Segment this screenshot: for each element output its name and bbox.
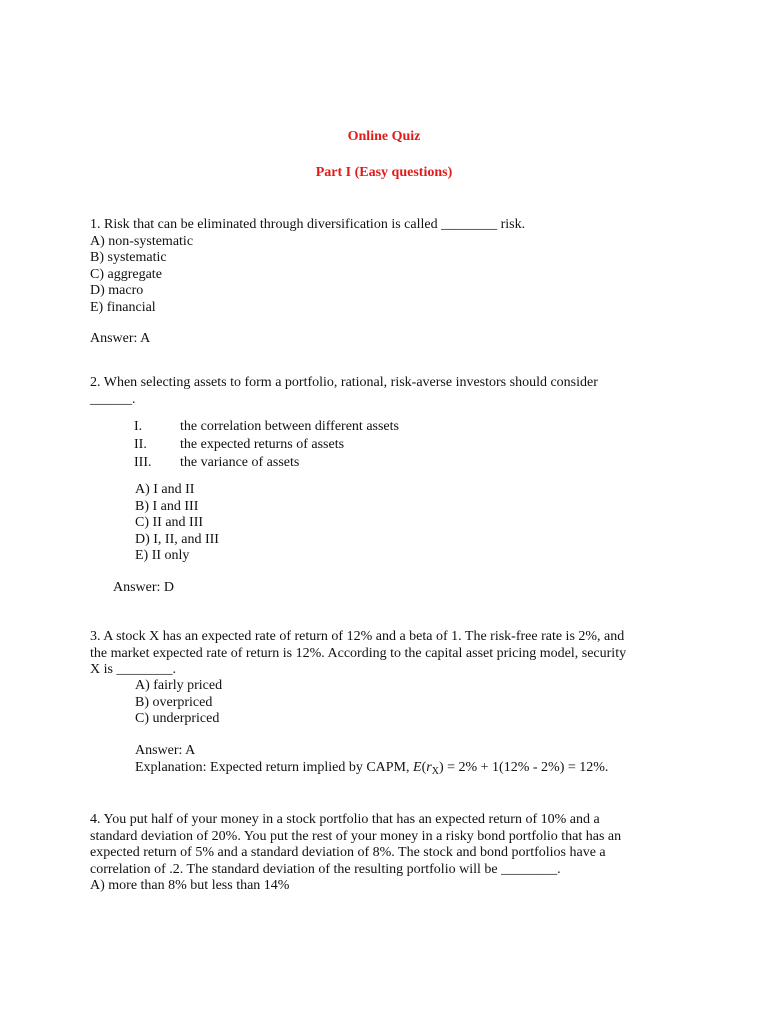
statement-number: II. bbox=[134, 437, 147, 452]
answer-3: Answer: A bbox=[135, 743, 196, 758]
option-d: D) I, II, and III bbox=[135, 531, 219, 547]
question-text-line-1: 3. A stock X has an expected rate of return of 12% and a beta of 1. The risk-free rate is 2%, and bbox=[90, 629, 625, 644]
option-b: B) systematic bbox=[90, 250, 167, 265]
explanation-3: Explanation: Expected return implied by CAPM, $E(r_X) = 2\% + 1(12\% - 2\%) = 12\%$. bbox=[135, 759, 609, 777]
question-text-line-2: ______. bbox=[90, 391, 136, 407]
answer-1: Answer: A bbox=[90, 331, 151, 346]
question-text-line-2: standard deviation of 20%. You put the rest of your money in a risky bond portfolio that has an bbox=[90, 828, 622, 844]
question-text-line-3: X is ________. bbox=[90, 662, 176, 677]
question-text-line-3: expected return of 5% and a standard deviation of 8%. The stock and bond portfolios have a bbox=[90, 845, 606, 860]
question-2-options bbox=[135, 482, 219, 565]
statement-list bbox=[134, 419, 399, 473]
option-b: B) overpriced bbox=[135, 694, 213, 710]
question-3 bbox=[90, 629, 626, 679]
option-a: A) I and II bbox=[135, 482, 195, 497]
option-e: E) II only bbox=[135, 548, 190, 563]
option-a: A) more than 8% but less than 14% bbox=[90, 878, 290, 893]
question-text: 1. Risk that can be eliminated through diversification is called ________ risk. bbox=[90, 217, 526, 232]
option-c: C) aggregate bbox=[90, 266, 162, 282]
question-text-line-2: the market expected rate of return is 12%. According to the capital asset pricing model, security bbox=[90, 645, 627, 661]
option-a: A) fairly priced bbox=[135, 678, 223, 693]
question-text-line-1: 2. When selecting assets to form a portfolio, rational, risk-averse investors should consider bbox=[90, 375, 598, 390]
explanation-r: r bbox=[426, 759, 432, 775]
statement-number: I. bbox=[134, 419, 143, 434]
option-c: C) underpriced bbox=[135, 711, 220, 726]
statement-item bbox=[134, 419, 399, 437]
quiz-title: Online Quiz bbox=[347, 129, 421, 144]
question-3-options bbox=[135, 678, 222, 728]
explanation-suffix: ) = 2% + 1(12% - 2%) = 12%. bbox=[438, 759, 609, 775]
question-text-line-1: 4. You put half of your money in a stock portfolio that has an expected return of 10% and a bbox=[90, 812, 600, 827]
explanation-subscript: X bbox=[431, 765, 439, 777]
statement-item bbox=[134, 455, 399, 473]
question-3-answer bbox=[135, 743, 608, 780]
question-text-line-4: correlation of .2. The standard deviation of the resulting portfolio will be ________. bbox=[90, 861, 561, 877]
option-c: C) II and III bbox=[135, 515, 204, 530]
option-e: E) financial bbox=[90, 299, 156, 315]
option-d: D) macro bbox=[90, 283, 144, 298]
explanation-e: E bbox=[413, 759, 422, 775]
question-4 bbox=[90, 812, 621, 895]
option-b: B) I and III bbox=[135, 498, 199, 514]
option-a: A) non-systematic bbox=[90, 233, 194, 249]
explanation-prefix: Explanation: Expected return implied by CAPM, bbox=[135, 759, 414, 775]
part-heading: Part I (Easy questions) bbox=[315, 165, 453, 180]
statement-text: the correlation between different assets bbox=[180, 419, 399, 434]
statement-text: the variance of assets bbox=[180, 455, 300, 470]
statement-item bbox=[134, 437, 399, 455]
statement-text: the expected returns of assets bbox=[180, 437, 345, 452]
answer-2: Answer: D bbox=[113, 580, 175, 595]
question-2 bbox=[90, 375, 598, 408]
statement-number: III. bbox=[134, 455, 152, 470]
question-1 bbox=[90, 217, 525, 316]
